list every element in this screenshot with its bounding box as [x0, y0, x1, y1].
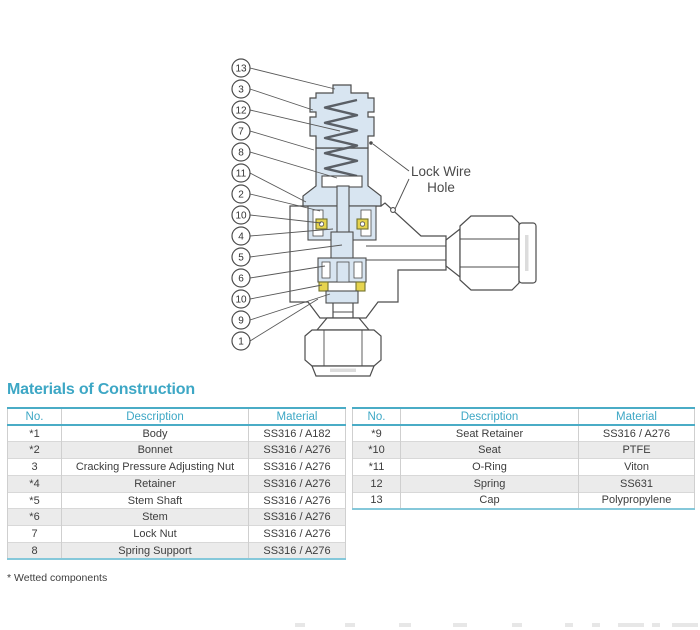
table-row [8, 509, 346, 526]
lock-wire-hole-label-line2: Hole [427, 180, 455, 195]
table-header-row [8, 408, 346, 425]
engraving-mark-horizontal [330, 369, 356, 373]
table-cell: Stem Shaft [62, 492, 249, 509]
table-cell: Lock Nut [62, 526, 249, 543]
table-cell: Spring Support [62, 543, 249, 560]
col-header-no: No. [353, 408, 401, 425]
table-cell: *11 [353, 459, 401, 476]
table-cell: SS316 / A276 [249, 475, 346, 492]
table-cell: 7 [8, 526, 62, 543]
table-cell: PTFE [579, 442, 695, 459]
col-header-description: Description [401, 408, 579, 425]
table-cell: *10 [353, 442, 401, 459]
lock-wire-hole-upper [369, 141, 373, 145]
table-row [8, 425, 346, 442]
callout-number: 4 [238, 231, 244, 243]
bottom-cutoff-marks [0, 623, 700, 628]
col-header-no: No. [8, 408, 62, 425]
bottom-ferrule [317, 318, 369, 330]
table-cell: 13 [353, 492, 401, 509]
materials-table-left [7, 407, 346, 560]
table-cell: 12 [353, 475, 401, 492]
table-cell: Seat Retainer [401, 425, 579, 442]
callout-number: 12 [235, 105, 247, 117]
table-cell: 3 [8, 459, 62, 476]
bottom-nut [305, 330, 381, 366]
lower-seal-right [356, 282, 365, 291]
callout-number: 1 [238, 336, 244, 348]
table-row [353, 459, 695, 476]
side-nut [460, 216, 519, 290]
lock-wire-hole-lower [391, 208, 396, 213]
table-row [353, 442, 695, 459]
table-cell: SS316 / A276 [249, 509, 346, 526]
col-header-material: Material [249, 408, 346, 425]
table-cell: SS316 / A276 [249, 526, 346, 543]
callout-number: 6 [238, 273, 244, 285]
table-row [8, 526, 346, 543]
table-header-row [353, 408, 695, 425]
table-cell: *9 [353, 425, 401, 442]
table-cell: *5 [8, 492, 62, 509]
callout-number: 7 [238, 126, 244, 138]
table-cell: Viton [579, 459, 695, 476]
table-row [353, 425, 695, 442]
callout-circles [232, 59, 250, 350]
callout-number: 3 [238, 84, 244, 96]
col-header-material: Material [579, 408, 695, 425]
table-cell: Spring [401, 475, 579, 492]
table-row [353, 492, 695, 509]
table-cell: Cracking Pressure Adjusting Nut [62, 459, 249, 476]
table-cell: *4 [8, 475, 62, 492]
table-cell: Bonnet [62, 442, 249, 459]
table-cell: *1 [8, 425, 62, 442]
side-ferrule [446, 229, 460, 277]
lock-wire-hole-label-line1: Lock Wire [410, 164, 472, 179]
table-row [353, 475, 695, 492]
table-cell: Seat [401, 442, 579, 459]
table-row [8, 442, 346, 459]
callout-number: 5 [238, 252, 244, 264]
table-cell: *2 [8, 442, 62, 459]
callout-number: 10 [235, 294, 247, 306]
table-cell: *6 [8, 509, 62, 526]
engraving-mark-vertical [525, 235, 529, 271]
table-row [8, 459, 346, 476]
callout-number: 8 [238, 147, 244, 159]
callout-number: 2 [238, 189, 244, 201]
lock-wire-group [369, 141, 471, 212]
table-cell: SS316 / A276 [249, 459, 346, 476]
materials-table-right [352, 407, 695, 510]
table-cell: SS316 / A182 [249, 425, 346, 442]
callout-number: 10 [235, 210, 247, 222]
table-row [8, 475, 346, 492]
table-cell: SS316 / A276 [249, 442, 346, 459]
table-cell: SS316 / A276 [249, 543, 346, 560]
callout-number: 11 [235, 168, 247, 180]
table-cell: O-Ring [401, 459, 579, 476]
callout-number: 9 [238, 315, 244, 327]
table-cell: SS631 [579, 475, 695, 492]
table-cell: Retainer [62, 475, 249, 492]
stem-rod [337, 186, 349, 234]
table-cell: Stem [62, 509, 249, 526]
callout-number: 13 [235, 63, 247, 75]
table-cell: Cap [401, 492, 579, 509]
seat-retainer [326, 291, 358, 303]
col-header-description: Description [62, 408, 249, 425]
table-cell: Body [62, 425, 249, 442]
lower-seal-left [319, 282, 328, 291]
stem-center [337, 262, 349, 282]
table-cell: Polypropylene [579, 492, 695, 509]
wetted-components-footnote: * Wetted components [7, 572, 108, 584]
table-row [8, 492, 346, 509]
table-cell: SS316 / A276 [249, 492, 346, 509]
table-cell: SS316 / A276 [579, 425, 695, 442]
spring-support [322, 176, 362, 187]
table-cell: 8 [8, 543, 62, 560]
cap [310, 85, 374, 148]
table-row [8, 543, 346, 560]
section-title: Materials of Construction [7, 381, 195, 398]
